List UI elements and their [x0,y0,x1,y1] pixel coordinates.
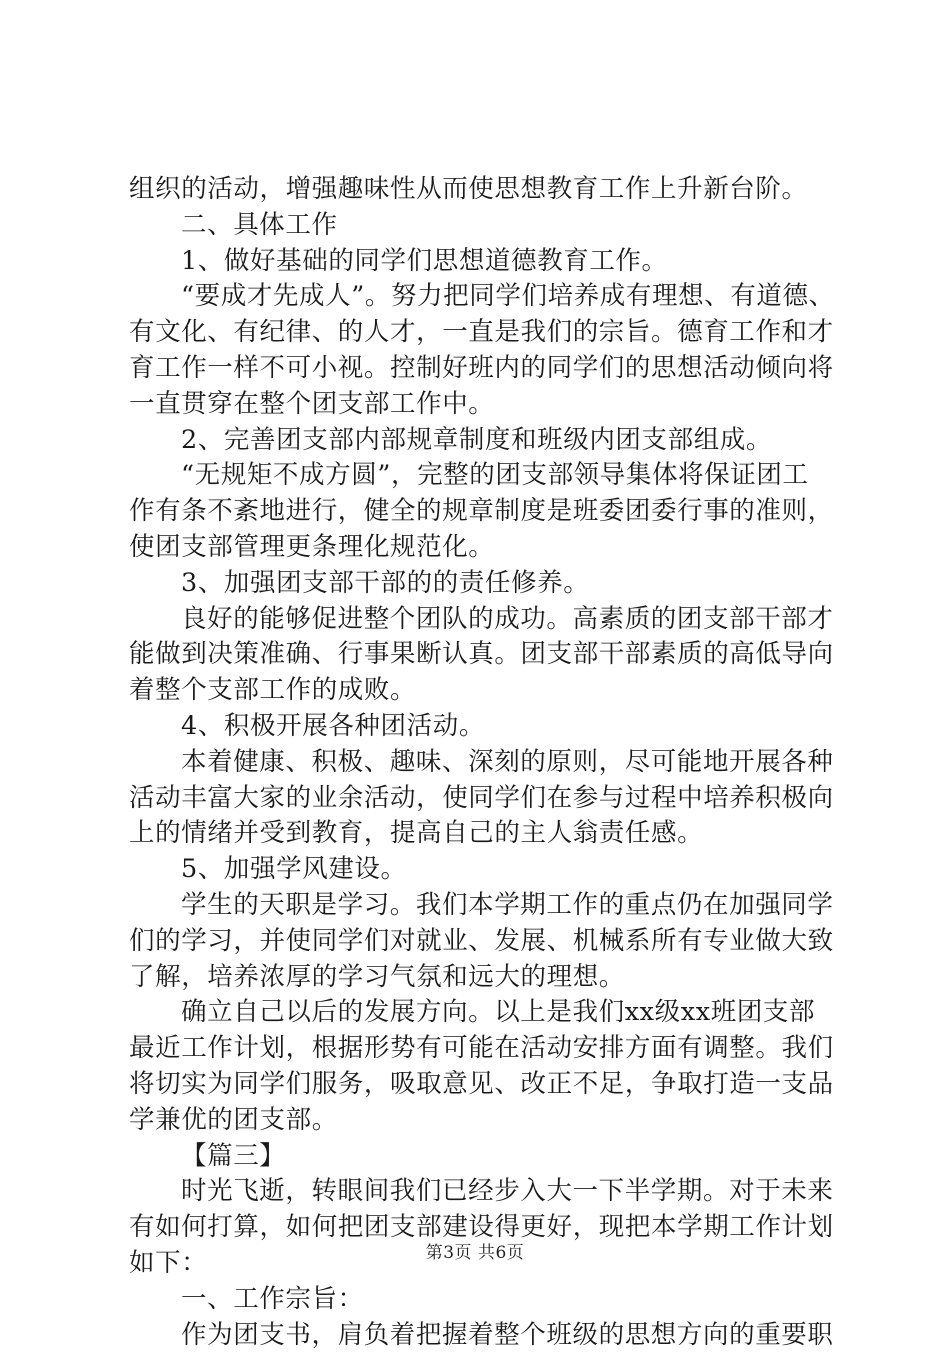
text-line: 2、完善团支部内部规章制度和班级内团支部组成。 [129,423,829,459]
text-line: 作为团支书，肩负着把握着整个班级的思想方向的重要职 [129,1318,829,1353]
text-line: 了解，培养浓厚的学习气氛和远大的理想。 [129,960,829,996]
text-line: 5、加强学风建设。 [129,852,829,888]
text-line: 1、做好基础的同学们思想道德教育工作。 [129,244,829,280]
text-line: 能做到决策准确、行事果断认真。团支部干部素质的高低导向 [129,637,829,673]
page-footer: 第3页 共6页 [0,1238,950,1263]
text-line: 【篇三】 [129,1139,829,1175]
text-line: 作有条不紊地进行，健全的规章制度是班委团委行事的准则， [129,494,829,530]
text-line: 们的学习，并使同学们对就业、发展、机械系所有专业做大致 [129,924,829,960]
text-line: 确立自己以后的发展方向。以上是我们xx级xx班团支部 [129,995,829,1031]
text-line: 使团支部管理更条理化规范化。 [129,530,829,566]
document-body [129,172,829,1353]
text-line: 如下： [129,1246,829,1282]
text-line: 着整个支部工作的成败。 [129,673,829,709]
text-line: 有如何打算，如何把团支部建设得更好，现把本学期工作计划 [129,1210,829,1246]
text-line: 活动丰富大家的业余活动，使同学们在参与过程中培养积极向 [129,781,829,817]
text-line: 学生的天职是学习。我们本学期工作的重点仍在加强同学 [129,888,829,924]
text-line: 时光飞逝，转眼间我们已经步入大一下半学期。对于未来 [129,1174,829,1210]
text-line: 学兼优的团支部。 [129,1103,829,1139]
text-line: 育工作一样不可小视。控制好班内的同学们的思想活动倾向将 [129,351,829,387]
text-line: 最近工作计划，根据形势有可能在活动安排方面有调整。我们 [129,1031,829,1067]
text-line: 本着健康、积极、趣味、深刻的原则，尽可能地开展各种 [129,745,829,781]
text-line: 组织的活动，增强趣味性从而使思想教育工作上升新台阶。 [129,172,829,208]
text-line: “要成才先成人”。努力把同学们培养成有理想、有道德、 [129,279,829,315]
text-line: 一直贯穿在整个团支部工作中。 [129,387,829,423]
text-line: 有文化、有纪律、的人才，一直是我们的宗旨。德育工作和才 [129,315,829,351]
text-line: 一、工作宗旨： [129,1282,829,1318]
text-line: 将切实为同学们服务，吸取意见、改正不足，争取打造一支品 [129,1067,829,1103]
text-line: 4、积极开展各种团活动。 [129,709,829,745]
text-line: 良好的能够促进整个团队的成功。高素质的团支部干部才 [129,602,829,638]
text-line: 3、加强团支部干部的的责任修养。 [129,566,829,602]
text-line: 二、具体工作 [129,208,829,244]
text-line: 上的情绪并受到教育，提高自己的主人翁责任感。 [129,816,829,852]
text-line: “无规矩不成方圆”，完整的团支部领导集体将保证团工 [129,458,829,494]
